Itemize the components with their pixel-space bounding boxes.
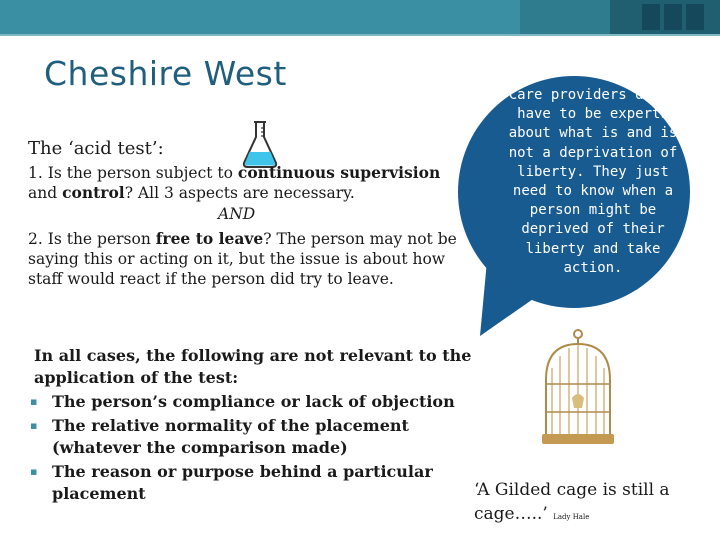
question-1-text: 1. Is the person subject to	[28, 164, 238, 182]
cases-heading-line: application of the test:	[34, 368, 239, 387]
speech-bubble-line: about what is and is	[508, 125, 678, 142]
and-connector: AND	[218, 205, 256, 223]
list-item	[30, 461, 455, 505]
question-1-line-2	[28, 183, 355, 203]
question-1-text: ? All 3 aspects are necessary.	[124, 184, 355, 202]
list-item-text: The person’s compliance or lack of objection	[52, 392, 455, 411]
speech-bubble-line: liberty and take	[525, 240, 661, 257]
quote-line: ‘A Gilded cage is still a	[474, 480, 670, 500]
gilded-cage-icon	[534, 328, 622, 448]
speech-bubble-line: not a deprivation of	[508, 144, 678, 161]
quote-text: cage…..’	[474, 504, 548, 524]
header-bar-segment	[520, 0, 610, 34]
quote-attribution: Lady Hale	[553, 513, 590, 521]
acid-test-heading: The ‘acid test’:	[28, 138, 164, 159]
irrelevant-factors-list	[30, 391, 455, 507]
question-1-emphasis: continuous supervision	[237, 163, 441, 182]
quote-line-2	[474, 502, 670, 529]
speech-bubble-line: liberty. They just	[517, 163, 669, 180]
question-2-text: 2. Is the person	[28, 230, 156, 248]
header-square	[642, 4, 660, 30]
slide-title: Cheshire West	[44, 54, 287, 93]
gilded-cage-quote	[474, 478, 670, 529]
question-2-line-3: staff would react if the person did try to leave.	[28, 270, 394, 288]
cases-heading-line: In all cases, the following are not relevant to the	[34, 346, 472, 365]
header-square	[686, 4, 704, 30]
bullet-icon: ▪	[30, 395, 38, 408]
question-1-text: and	[28, 184, 63, 202]
speech-bubble-line: need to know when a	[512, 183, 674, 200]
question-2-line-2: saying this or acting on it, but the issue is about how	[28, 250, 446, 268]
question-2-emphasis: free to leave	[155, 229, 264, 248]
question-2-line-1	[28, 229, 457, 249]
title-divider	[0, 34, 720, 36]
speech-bubble-line: deprived of their	[521, 221, 665, 238]
speech-bubble-line: person might be	[529, 202, 657, 219]
list-item-text: The relative normality of the placement	[52, 416, 409, 435]
list-item-text: placement	[52, 484, 146, 503]
header-square	[664, 4, 682, 30]
flask-icon	[240, 119, 280, 169]
header-bar-segment	[0, 0, 520, 34]
question-2-text: ? The person may not be	[263, 230, 457, 248]
list-item-text: (whatever the comparison made)	[52, 438, 348, 457]
speech-bubble-line: have to be experts	[517, 106, 669, 123]
question-1-line-1	[28, 163, 440, 183]
question-1-emphasis: control	[62, 183, 125, 202]
bullet-icon: ▪	[30, 419, 38, 432]
cases-heading	[34, 345, 471, 389]
list-item-text: The reason or purpose behind a particular	[52, 462, 433, 481]
list-item	[30, 391, 455, 413]
header-bar	[0, 0, 720, 34]
speech-bubble-line: action.	[563, 259, 623, 276]
bullet-icon: ▪	[30, 465, 38, 478]
speech-bubble-text	[498, 86, 688, 278]
list-item	[30, 415, 455, 459]
speech-bubble-line: Care providers don't	[508, 87, 678, 103]
